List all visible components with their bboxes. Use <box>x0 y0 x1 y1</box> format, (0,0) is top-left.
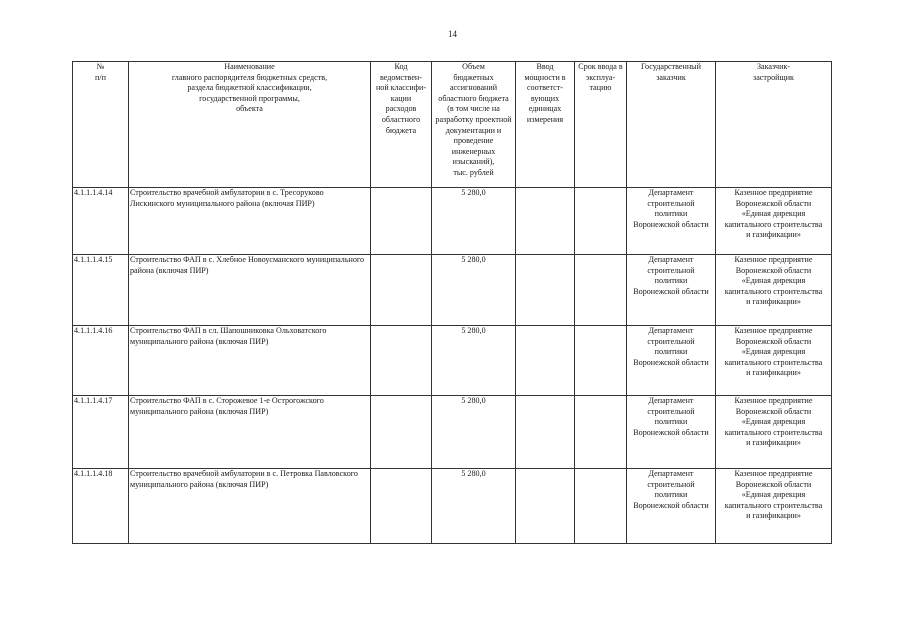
header-code <box>371 62 432 188</box>
row-number: 4.1.1.1.4.14 <box>73 188 129 255</box>
text-line: п/п <box>95 72 106 82</box>
text-line: капитального строительства <box>724 500 823 510</box>
header-volume <box>432 62 516 188</box>
state-customer <box>627 326 716 396</box>
row-number: 4.1.1.1.4.17 <box>73 396 129 469</box>
table-row <box>73 255 832 326</box>
budget-code <box>371 326 432 396</box>
text-line: ассигнований <box>449 83 498 93</box>
customer-developer <box>716 396 832 469</box>
budget-volume: 5 280,0 <box>432 188 516 255</box>
text-line: единицах <box>528 104 562 114</box>
text-line: Департамент <box>648 469 694 478</box>
text-line: Заказчик- <box>756 62 791 71</box>
text-line: инженерных <box>451 146 496 156</box>
capacity <box>516 326 575 396</box>
text-line: Объем <box>462 62 485 71</box>
text-line: Воронежской области <box>735 336 812 346</box>
header-row <box>73 62 832 188</box>
text-line: политики <box>654 417 688 427</box>
budget-volume: 5 280,0 <box>432 326 516 396</box>
text-line: Департамент <box>648 255 694 264</box>
text-line: строительной <box>647 406 695 416</box>
text-line: и газификации» <box>746 438 801 448</box>
text-line: областного бюджета <box>438 93 509 103</box>
text-line: Ввод <box>536 62 554 71</box>
text-line: Казенное предприятие <box>734 396 813 405</box>
commission-term <box>575 469 627 544</box>
text-line: застройщик <box>753 72 794 82</box>
header-customer <box>627 62 716 188</box>
text-line: Код <box>394 62 408 71</box>
text-line: «Единая дирекция <box>741 276 806 286</box>
text-line: строительной <box>647 265 695 275</box>
budget-code <box>371 188 432 255</box>
text-line: строительной <box>647 336 695 346</box>
text-line: раздела бюджетной классификации, <box>187 83 312 93</box>
text-line: изысканий), <box>452 157 495 167</box>
text-line: политики <box>654 276 688 286</box>
budget-volume: 5 280,0 <box>432 469 516 544</box>
text-line: Департамент <box>648 326 694 335</box>
capacity <box>516 396 575 469</box>
capacity <box>516 188 575 255</box>
text-line: капитального строительства <box>724 427 823 437</box>
customer-developer <box>716 188 832 255</box>
text-line: и газификации» <box>746 230 801 240</box>
text-line: № <box>96 62 105 71</box>
commission-term <box>575 188 627 255</box>
state-customer <box>627 469 716 544</box>
text-line: Воронежской области <box>633 357 709 367</box>
budget-code <box>371 396 432 469</box>
row-number: 4.1.1.1.4.18 <box>73 469 129 544</box>
table-row <box>73 396 832 469</box>
row-number: 4.1.1.1.4.16 <box>73 326 129 396</box>
text-line: ведомствен- <box>380 72 422 82</box>
text-line: эксплуа- <box>585 72 616 82</box>
text-line: измерения <box>526 114 564 124</box>
text-line: Воронежской области <box>633 219 709 229</box>
text-line: капитального строительства <box>724 286 823 296</box>
text-line: бюджетных <box>453 72 494 82</box>
text-line: Департамент <box>648 188 694 197</box>
text-line: соответст- <box>527 83 563 93</box>
state-customer <box>627 255 716 326</box>
text-line: Казенное предприятие <box>734 188 813 197</box>
text-line: политики <box>654 490 688 500</box>
header-num <box>73 62 129 188</box>
text-line: Наименование <box>224 62 275 71</box>
text-line: и газификации» <box>746 511 801 521</box>
object-name: Строительство врачебной амбулатории в с. Тресоруково Лискинского муниципального района (включая ПИР) <box>129 188 371 255</box>
text-line: Государственный <box>641 62 701 71</box>
text-line: «Единая дирекция <box>741 490 806 500</box>
header-name <box>129 62 371 188</box>
commission-term <box>575 396 627 469</box>
customer-developer <box>716 469 832 544</box>
text-line: Казенное предприятие <box>734 326 813 335</box>
text-line: политики <box>654 347 688 357</box>
text-line: бюджета <box>385 125 417 135</box>
budget-code <box>371 469 432 544</box>
text-line: тацию <box>589 83 612 93</box>
text-line: «Единая дирекция <box>741 209 806 219</box>
text-line: Воронежской области <box>633 427 709 437</box>
text-line: строительной <box>647 198 695 208</box>
text-line: мощности в <box>524 72 566 82</box>
budget-code <box>371 255 432 326</box>
page-number: 14 <box>448 29 457 39</box>
header-term <box>575 62 627 188</box>
object-name: Строительство врачебной амбулатории в с. Петровка Павловского муниципального района (включая ПИР) <box>129 469 371 544</box>
header-capacity <box>516 62 575 188</box>
capacity <box>516 255 575 326</box>
text-line: заказчик <box>656 72 686 82</box>
object-name: Строительство ФАП в с. Сторожевое 1-е Острогожского муниципального района (включая ПИР) <box>129 396 371 469</box>
text-line: (в том числе на <box>447 104 500 114</box>
text-line: капитального строительства <box>724 219 823 229</box>
text-line: «Единая дирекция <box>741 417 806 427</box>
text-line: объекта <box>236 104 263 114</box>
text-line: Казенное предприятие <box>734 469 813 478</box>
text-line: расходов <box>385 104 417 114</box>
object-name: Строительство ФАП в сл. Шапошниковка Ольховатского муниципального района (включая ПИР) <box>129 326 371 396</box>
table-row <box>73 188 832 255</box>
text-line: кации <box>390 93 412 103</box>
text-line: Воронежской области <box>735 198 812 208</box>
text-line: Воронежской области <box>633 286 709 296</box>
text-line: Казенное предприятие <box>734 255 813 264</box>
text-line: Воронежской области <box>735 265 812 275</box>
text-line: «Единая дирекция <box>741 347 806 357</box>
text-line: Департамент <box>648 396 694 405</box>
text-line: ной классифи- <box>375 83 427 93</box>
text-line: строительной <box>647 479 695 489</box>
budget-table <box>72 61 832 544</box>
text-line: тыс. рублей <box>453 167 494 177</box>
budget-volume: 5 280,0 <box>432 396 516 469</box>
text-line: государственной программы, <box>199 93 300 103</box>
text-line: Воронежской области <box>633 500 709 510</box>
text-line: капитального строительства <box>724 357 823 367</box>
text-line: и газификации» <box>746 368 801 378</box>
text-line: документации и <box>445 125 502 135</box>
text-line: Воронежской области <box>735 479 812 489</box>
text-line: областного <box>381 114 421 124</box>
state-customer <box>627 188 716 255</box>
text-line: разработку проектной <box>435 114 512 124</box>
text-line: Срок ввода в <box>578 62 623 71</box>
text-line: политики <box>654 209 688 219</box>
text-line: и газификации» <box>746 297 801 307</box>
customer-developer <box>716 326 832 396</box>
text-line: проведение <box>453 136 494 146</box>
customer-developer <box>716 255 832 326</box>
header-developer <box>716 62 832 188</box>
commission-term <box>575 255 627 326</box>
text-line: главного распорядителя бюджетных средств, <box>171 72 328 82</box>
budget-volume: 5 280,0 <box>432 255 516 326</box>
commission-term <box>575 326 627 396</box>
text-line: вующих <box>530 93 560 103</box>
row-number: 4.1.1.1.4.15 <box>73 255 129 326</box>
text-line: Воронежской области <box>735 406 812 416</box>
object-name: Строительство ФАП в с. Хлебное Новоусманского муниципального района (включая ПИР) <box>129 255 371 326</box>
table-row <box>73 326 832 396</box>
capacity <box>516 469 575 544</box>
state-customer <box>627 396 716 469</box>
table-row <box>73 469 832 544</box>
